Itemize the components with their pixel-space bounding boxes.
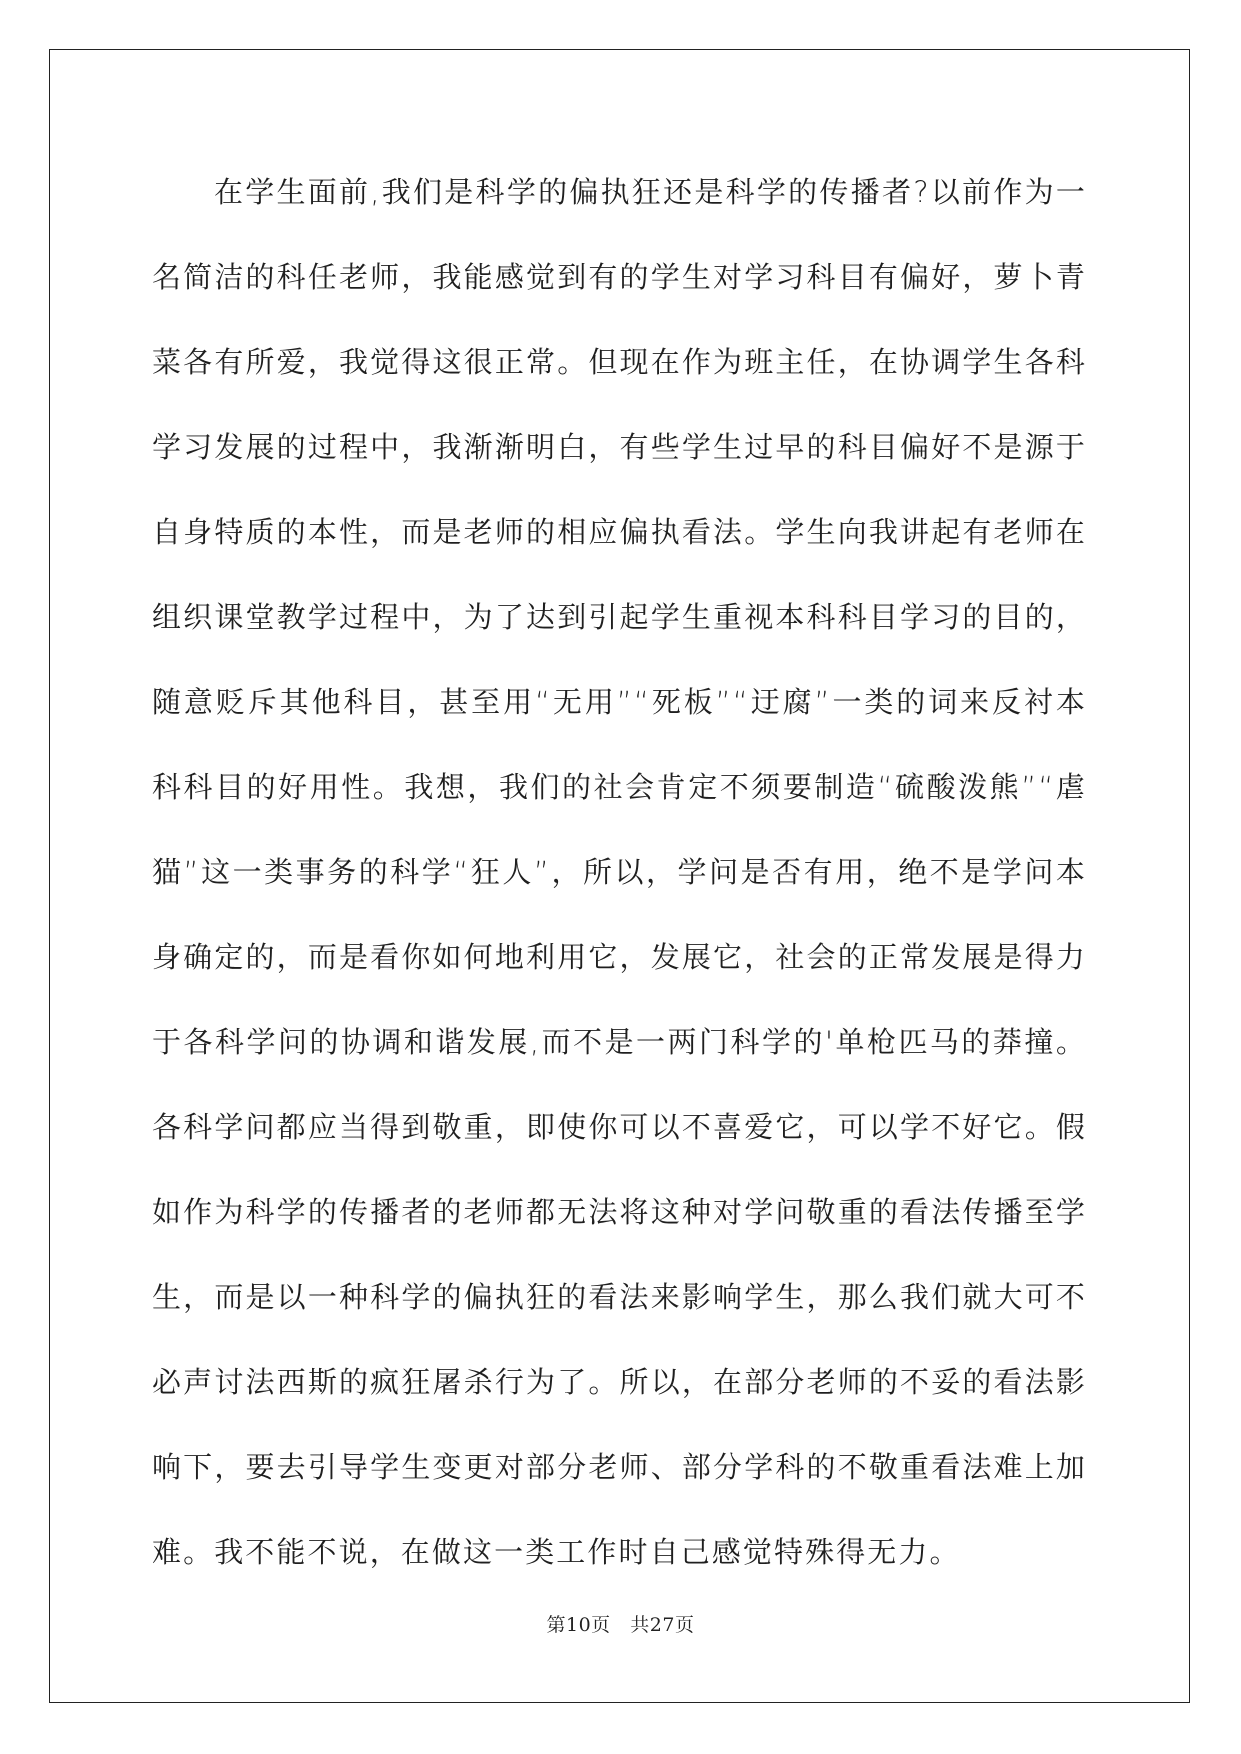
page-number-label: 第10页 共27页 [546, 1614, 695, 1636]
body-paragraph: 在学生面前,我们是科学的偏执狂还是科学的传播者?以前作为一名简洁的科任老师，我能感觉到有的学生对学习科目有偏好，萝卜青菜各有所爱，我觉得这很正常。但现在作为班主任，在协调学生各科学习发展的过程中，我渐渐明白，有些学生过早的科目偏好不是源于自身特质的本性，而是老师的相应偏执看法。学生向我讲起有老师在组织课堂教学过程中，为了达到引起学生重视本科科目学习的目的，随意贬斥其他科目，甚至用“无用”“死板”“迂腐”一类的词来反衬本科科目的好用性。我想，我们的社会肯定不须要制造“硫酸泼熊”“虐猫”这一类事务的科学“狂人”，所以，学问是否有用，绝不是学问本身确定的，而是看你如何地利用它，发展它，社会的正常发展是得力于各科学问的协调和谐发展,而不是一两门科学的'单枪匹马的莽撞。各科学问都应当得到敬重，即使你可以不喜爱它，可以学不好它。假如作为科学的传播者的老师都无法将这种对学问敬重的看法传播至学生，而是以一种科学的偏执狂的看法来影响学生，那么我们就大可不必声讨法西斯的疯狂屠杀行为了。所以，在部分老师的不妥的看法影响下，要去引导学生变更对部分老师、部分学科的不敬重看法难上加难。我不能不说，在做这一类工作时自己感觉特殊得无力。 [152, 175, 1087, 1569]
page-footer [0, 1610, 1241, 1637]
